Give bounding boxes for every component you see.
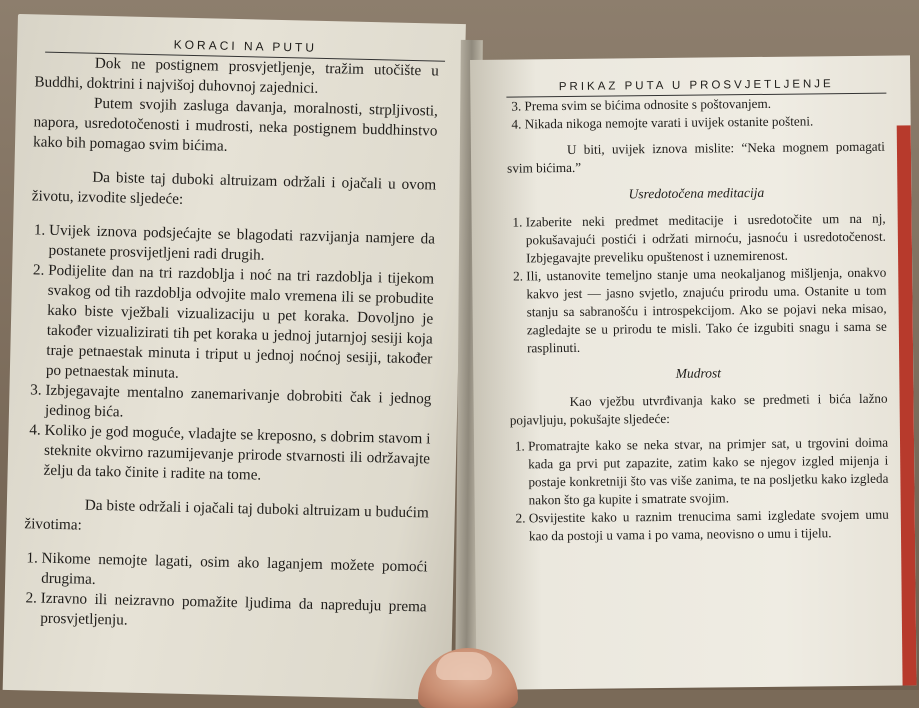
wisdom-list (510, 434, 889, 546)
list-item: 1. Nikome nemojte lagati, osim ako laganjem možete pomoći drugima. (41, 549, 428, 598)
wisdom-intro: Kao vježbu utvrđivanja kako se predmeti i bića lažno pojavljuju, pokušajte sljedeće: (509, 390, 888, 428)
section-title-meditation: Usredotočena meditacija (628, 184, 765, 202)
thumbnail (436, 652, 492, 680)
list-item: 2. Podijelite dan na tri razdoblja i noć na tri razdoblja i tijekom svakog od tih razdoblja odvojite malo vremena ili se probudite kako biste vježbali vizualizaciju u pet koraka. Dovoljno je također vizualizirati tih pet koraka u jednoj jutarnjoj sesiji koja traje petnaestak minuta i triput u jednoj noćnoj sesiji, također po petnaestak minuta. (46, 261, 435, 390)
left-page-body (4, 52, 465, 638)
closing-paragraph: U biti, uvijek iznova mislite: “Neka mognem pomagati svim bićima.” (507, 138, 886, 176)
right-running-head: PRIKAZ PUTA U PROSVJETLJENJE (506, 78, 886, 98)
left-page (3, 14, 466, 700)
list-item: 1. Izaberite neki predmet meditacije i usredotočite um na nj, pokušavajući postići i održati mirnoću, jasnoću i usredotočenost. Izbjegavajte preveliku opuštenost i uznemirenost. (526, 210, 887, 268)
list-item: 4. Nikada nikoga nemojte varati i uvijek ostanite pošteni. (525, 112, 885, 134)
verse-line-2: Putem svojih zasluga davanja, moralnosti, strpljivosti, napora, usredotočenosti i mudrosti, neka postignem buddhinstvo kako bih pomagao svim bićima. (32, 94, 439, 155)
intro-paragraph-2: Da biste održali i ojačali taj duboki altruizam u budućim životima: (24, 496, 429, 534)
left-running-head: KORACI NA PUTU (45, 35, 445, 62)
list-item: 1. Uvijek iznova podsjećajte se blagodati razvijanja namjere da postanete prosvijetljeni radi drugih. (48, 221, 435, 270)
list-item: 3. Izbjegavajte mentalno zanemarivanje dobrobiti čak i jednog jedinog bića. (45, 381, 432, 430)
list-item: 2. Ili, ustanovite temeljno stanje uma neokaljanog mišljenja, onakvo kakvo jest — jasno svjetlo, znajuću prirodu uma. Ostanite u tom stanju sa sabranošću i introspekcijom. Ako se pojavi neka misao, zagledajte se u prirodu te misli. Tako će izgubiti snagu i sama se rasplinuti. (526, 264, 887, 358)
right-page (470, 55, 917, 690)
list-item: 3. Prema svim se bićima odnosite s poštovanjem. (524, 94, 884, 116)
list-item: 4. Koliko je god moguće, vladajte se kreposno, s dobrim stavom i steknite okvirno razumijevanje prirode stvarnosti ili održavajte želju da tako činite i radite na tome. (43, 421, 430, 490)
practice-list-2 (22, 548, 428, 637)
intro-paragraph-1: Da biste taj duboki altruizam održali i ojačali u ovom životu, izvodite sljedeće: (31, 168, 437, 208)
practice-list-1 (25, 220, 435, 489)
list-item: 2. Izravno ili neizravno pomažite ljudima da napreduju prema prosvjetljenju. (40, 589, 427, 638)
meditation-list (508, 210, 887, 358)
verse-line-1: Dok ne postignem prosvjetljenje, tražim utočište u Buddhi, doktrini i najvišoj duhovnoj zajednici. (34, 54, 440, 97)
right-page-body (470, 93, 915, 546)
list-item: 1. Promatrajte kako se neka stvar, na primjer sat, u trgovini doima kada ga prvi put zapazite, zatim kako se njegov izgled mijenja i postaje konkretniji što vas više zanima, te na posljetku kako izgleda nakon što ga kupite i smatrate svojim. (528, 434, 889, 510)
section-title-wisdom: Mudrost (675, 365, 721, 381)
list-item: 2. Osvijestite kako u raznim trenucima sami izgledate svojem umu kao da postoji u vama i po vama, neovisno o umu i tijelu. (529, 506, 889, 546)
continued-list (506, 94, 884, 134)
